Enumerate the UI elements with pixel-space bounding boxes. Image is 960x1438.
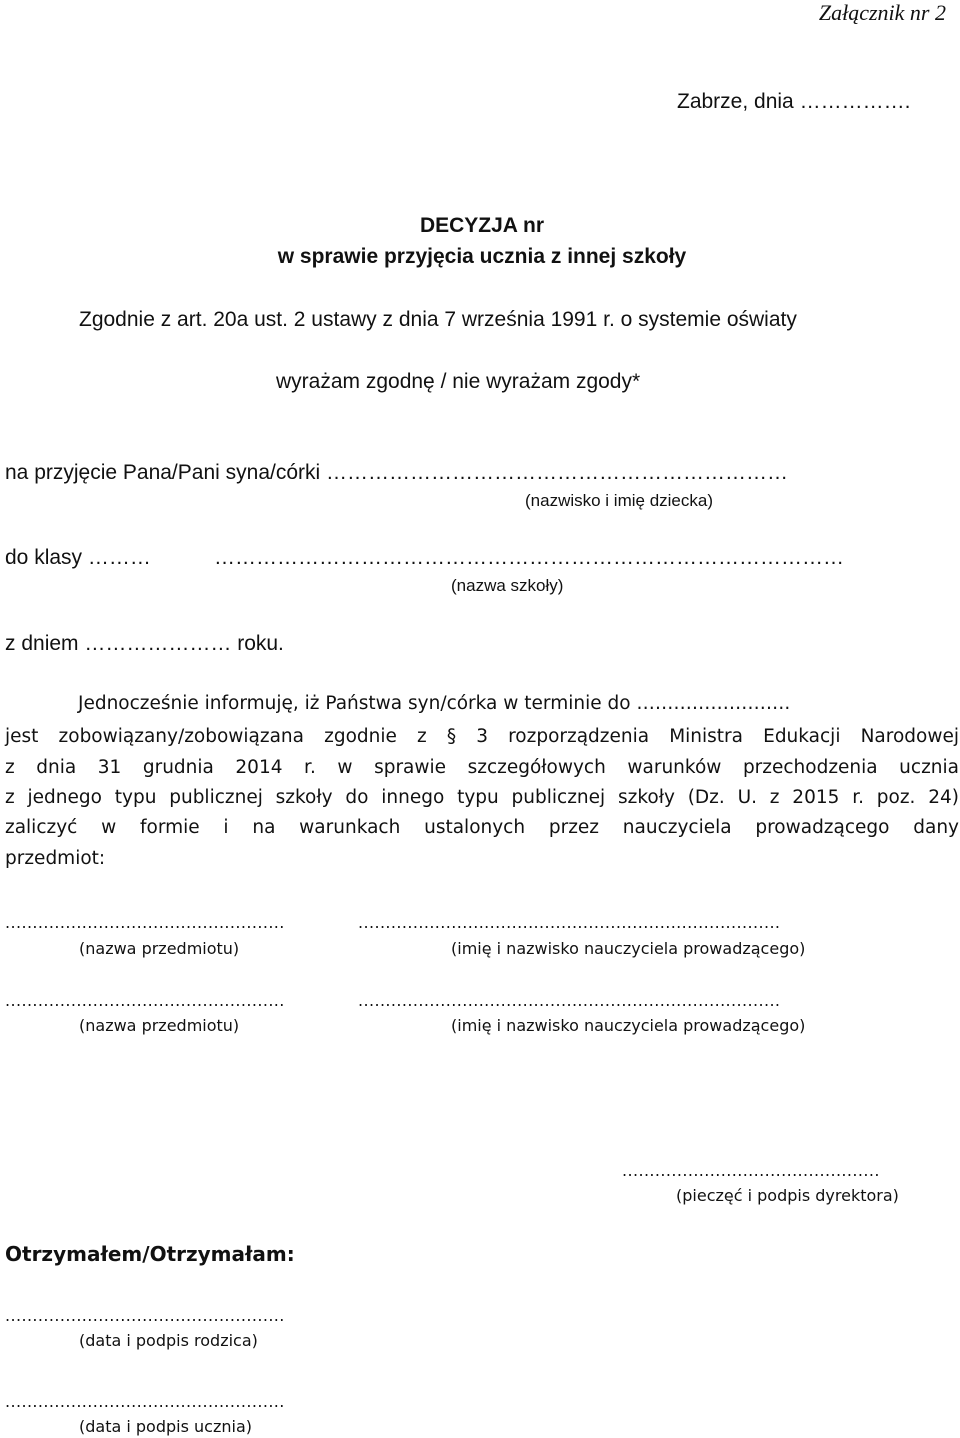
- paragraph-line-5: zaliczyć w formie i na warunkach ustalonych przez nauczyciela prowadzącego dany: [5, 817, 959, 838]
- decision-title: DECYZJA nr: [419, 214, 545, 237]
- subject-1-caption: (nazwa przedmiotu): [79, 939, 240, 958]
- legal-basis: Zgodnie z art. 20a ust. 2 ustawy z dnia 7 września 1991 r. o systemie oświaty: [79, 308, 797, 331]
- paragraph-line-2: jest zobowiązany/zobowiązana zgodnie z § 3 rozporządzenia Ministra Edukacji Narodowej: [5, 726, 959, 747]
- parent-signature-caption: (data i podpis rodzica): [79, 1331, 258, 1350]
- child-name-line: na przyjęcie Pana/Pani syna/córki …………………………………………………………: [5, 461, 788, 484]
- place-date: Zabrze, dnia …………….: [677, 90, 911, 113]
- paragraph-line-4: z jednego typu publicznej szkoły do innego typu publicznej szkoły (Dz. U. z 2015 r. poz. 24): [5, 787, 959, 808]
- paragraph-line-1: Jednocześnie informuję, iż Państwa syn/córka w terminie do …………………….: [78, 693, 791, 714]
- child-name-caption: (nazwisko i imię dziecka): [525, 491, 713, 510]
- teacher-2-caption: (imię i nazwisko nauczyciela prowadzącego): [451, 1016, 806, 1035]
- paragraph-line-3: z dnia 31 grudnia 2014 r. w sprawie szczegółowych warunków przechodzenia ucznia: [5, 757, 959, 778]
- decision-subtitle: w sprawie przyjęcia ucznia z innej szkoły: [277, 245, 687, 268]
- school-name-caption: (nazwa szkoły): [451, 576, 564, 595]
- paragraph-line-6: przedmiot:: [5, 848, 106, 869]
- teacher-1-dots: .............................................................................: [358, 913, 781, 932]
- subject-1-dots: ...................................................: [5, 913, 285, 932]
- school-name-dots: ………………………………………………………………………………: [214, 546, 844, 569]
- student-signature-dots: ...................................................: [5, 1392, 285, 1411]
- subject-2-dots: ...................................................: [5, 991, 285, 1010]
- attachment-label: Załącznik nr 2: [818, 0, 946, 25]
- student-signature-caption: (data i podpis ucznia): [79, 1417, 252, 1436]
- decision-choice: wyrażam zgodnę / nie wyrażam zgody*: [276, 370, 641, 393]
- director-signature-caption: (pieczęć i podpis dyrektora): [676, 1186, 899, 1205]
- class-line: do klasy ………: [5, 546, 151, 569]
- start-date-line: z dniem ………………… roku.: [5, 632, 284, 655]
- received-heading: Otrzymałem/Otrzymałam:: [5, 1242, 295, 1266]
- teacher-2-dots: .............................................................................: [358, 991, 781, 1010]
- director-signature-dots: ...............................................: [622, 1161, 880, 1180]
- parent-signature-dots: ...................................................: [5, 1306, 285, 1325]
- teacher-1-caption: (imię i nazwisko nauczyciela prowadzącego): [451, 939, 806, 958]
- subject-2-caption: (nazwa przedmiotu): [79, 1016, 240, 1035]
